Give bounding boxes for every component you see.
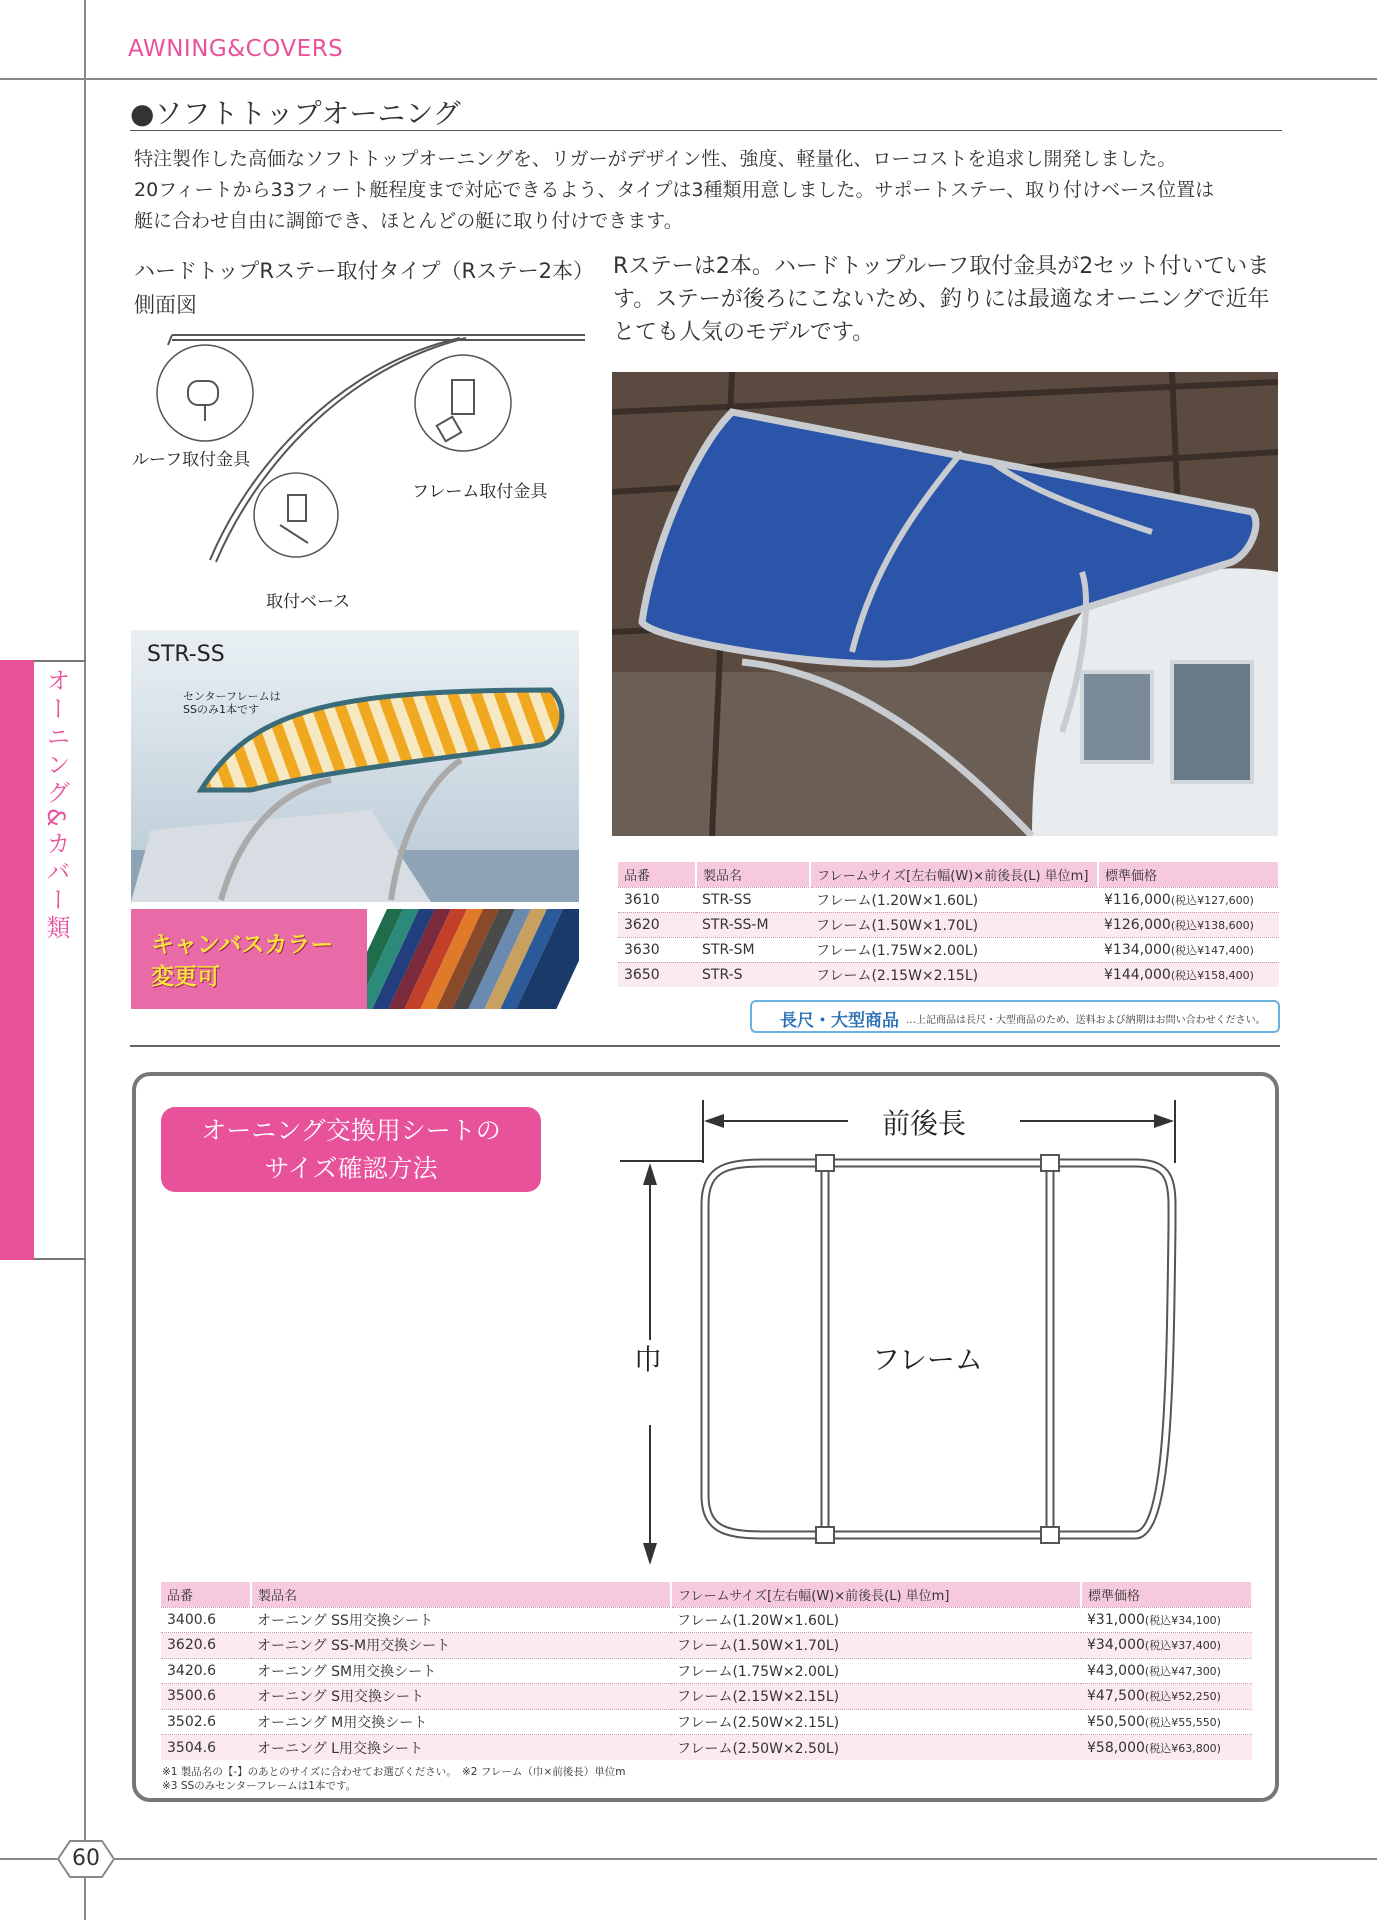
- col-header-price: 標準価格: [1098, 862, 1279, 887]
- price-value: ¥126,000: [1104, 916, 1171, 933]
- table-row: [161, 1607, 1252, 1633]
- cell-size: フレーム(1.20W×1.60L): [671, 1607, 1081, 1633]
- frame-fitting-label: フレーム取付金具: [412, 482, 548, 502]
- replacement-sheet-table: [161, 1582, 1253, 1760]
- side-view-label: 側面図: [134, 293, 197, 317]
- table-row: [618, 937, 1279, 962]
- page-number: 60: [72, 1846, 100, 1871]
- cell-code: 3420.6: [161, 1658, 251, 1684]
- side-view-drawing: [130, 325, 600, 625]
- price-value: ¥144,000: [1104, 966, 1171, 983]
- price-tax: (税込¥47,300): [1144, 1664, 1221, 1678]
- table-row: [161, 1658, 1252, 1684]
- cell-name: オーニング SM用交換シート: [251, 1658, 671, 1684]
- price-tax: (税込¥158,400): [1170, 968, 1254, 982]
- center-frame-note-line: センターフレームは: [183, 690, 281, 703]
- intro-text: [134, 144, 1274, 237]
- frame-size-drawing: [620, 1095, 1190, 1575]
- size-check-title-line: サイズ確認方法: [264, 1154, 438, 1183]
- price-value: ¥50,500: [1087, 1713, 1145, 1730]
- side-tab-label: オーニング&カバー類: [42, 668, 70, 943]
- cell-code: 3620.6: [161, 1633, 251, 1659]
- awning-price-table: [618, 862, 1280, 987]
- col-header-code: 品番: [161, 1582, 251, 1607]
- cell-name: オーニング SS用交換シート: [251, 1607, 671, 1633]
- price-value: ¥58,000: [1087, 1739, 1145, 1756]
- intro-line: 20フィートから33フィート艇程度まで対応できるよう、タイプは3種類用意しました。サポートステー、取り付けベース位置は: [134, 179, 1215, 201]
- price-tax: (税込¥55,550): [1144, 1715, 1221, 1729]
- cell-size: フレーム(1.20W×1.60L): [810, 887, 1098, 912]
- long-item-note: …上記商品は長尺・大型商品のため、送料および納期はお問い合わせください。: [906, 1015, 1266, 1026]
- cell-code: 3610: [618, 887, 696, 912]
- str-ss-photo: [131, 630, 579, 902]
- type-title: ハードトップRステー取付タイプ（Rステー2本）: [134, 259, 595, 283]
- cell-name: STR-SS-M: [696, 912, 810, 937]
- price-value: ¥47,500: [1087, 1688, 1145, 1705]
- main-awning-photo: [612, 372, 1278, 836]
- cell-name: オーニング L用交換シート: [251, 1735, 671, 1761]
- running-header: AWNING&COVERS: [128, 36, 344, 62]
- cell-code: 3400.6: [161, 1607, 251, 1633]
- cell-name: オーニング M用交換シート: [251, 1709, 671, 1735]
- frame-label: フレーム: [872, 1343, 983, 1376]
- cell-price: [1081, 1607, 1252, 1633]
- section-title: ●ソフトトップオーニング: [130, 97, 461, 130]
- base-label: 取付ベース: [266, 592, 351, 612]
- cell-name: オーニング SS-M用交換シート: [251, 1633, 671, 1659]
- price-value: ¥116,000: [1104, 891, 1171, 908]
- table-row: [161, 1709, 1252, 1735]
- section-rule: [130, 130, 1282, 131]
- cell-code: 3500.6: [161, 1684, 251, 1710]
- cell-size: フレーム(1.50W×1.70L): [671, 1633, 1081, 1659]
- cell-price: [1098, 962, 1279, 987]
- long-item-title: 長尺・大型商品: [780, 1011, 899, 1031]
- main-awning-photo-image: [612, 372, 1278, 836]
- canvas-color-banner: [131, 909, 579, 1009]
- footnotes: [162, 1765, 625, 1793]
- cell-code: 3620: [618, 912, 696, 937]
- price-value: ¥34,000: [1087, 1637, 1145, 1654]
- canvas-color-line: キャンバスカラー: [151, 932, 334, 958]
- cell-price: [1098, 912, 1279, 937]
- cell-size: フレーム(1.50W×1.70L): [810, 912, 1098, 937]
- cell-size: フレーム(1.75W×2.00L): [810, 937, 1098, 962]
- col-header-code: 品番: [618, 862, 696, 887]
- cell-price: [1081, 1709, 1252, 1735]
- cell-size: フレーム(1.75W×2.00L): [671, 1658, 1081, 1684]
- footnote-line: ※3 SSのみセンターフレームは1本です。: [162, 1780, 357, 1792]
- col-header-price: 標準価格: [1081, 1582, 1252, 1607]
- section-divider: [130, 1045, 1280, 1047]
- frame-size-diagram: [620, 1095, 1190, 1579]
- size-check-title-line: オーニング交換用シートの: [201, 1116, 501, 1145]
- intro-line: 特注製作した高価なソフトトップオーニングを、リガーがデザイン性、強度、軽量化、ローコストを追求し開発しました。: [134, 148, 1177, 170]
- price-tax: (税込¥63,800): [1144, 1741, 1221, 1755]
- cell-size: フレーム(2.15W×2.15L): [810, 962, 1098, 987]
- price-value: ¥31,000: [1087, 1611, 1145, 1628]
- cell-size: フレーム(2.15W×2.15L): [671, 1684, 1081, 1710]
- col-header-name: 製品名: [251, 1582, 671, 1607]
- intro-line: 艇に合わせ自由に調節でき、ほとんどの艇に取り付けできます。: [134, 210, 683, 232]
- cell-size: フレーム(2.50W×2.50L): [671, 1735, 1081, 1761]
- cell-code: 3650: [618, 962, 696, 987]
- cell-price: [1081, 1735, 1252, 1761]
- cell-name: STR-SM: [696, 937, 810, 962]
- cell-code: 3504.6: [161, 1735, 251, 1761]
- footer-rule: [0, 1858, 1377, 1860]
- long-item-notice: [750, 1000, 1280, 1033]
- price-value: ¥134,000: [1104, 941, 1171, 958]
- price-tax: (税込¥127,600): [1170, 893, 1254, 907]
- table-row: [161, 1684, 1252, 1710]
- price-value: ¥43,000: [1087, 1662, 1145, 1679]
- table-header-row: [161, 1582, 1252, 1607]
- cell-name: STR-S: [696, 962, 810, 987]
- width-label: 巾: [634, 1343, 663, 1376]
- header-rule: [0, 78, 1377, 80]
- col-header-size: フレームサイズ[左右幅(W)×前後長(L) 単位m]: [671, 1582, 1081, 1607]
- footnote-line: ※1 製品名の【-】のあとのサイズに合わせてお選びください。 ※2 フレーム（巾×前後長）単位m: [162, 1766, 626, 1778]
- center-frame-note-line: SSのみ1本です: [183, 703, 259, 716]
- col-header-name: 製品名: [696, 862, 810, 887]
- canvas-color-line: 変更可: [151, 964, 220, 990]
- table-header-row: [618, 862, 1279, 887]
- cell-price: [1081, 1684, 1252, 1710]
- roof-fitting-label: ルーフ取付金具: [132, 450, 251, 470]
- cell-price: [1098, 937, 1279, 962]
- table-row: [161, 1633, 1252, 1659]
- price-tax: (税込¥37,400): [1144, 1639, 1221, 1653]
- price-tax: (税込¥34,100): [1144, 1613, 1221, 1627]
- price-tax: (税込¥52,250): [1144, 1690, 1221, 1704]
- size-check-title: [161, 1107, 541, 1192]
- length-label: 前後長: [882, 1107, 967, 1140]
- side-view-diagram: [130, 325, 600, 629]
- center-frame-note: [183, 690, 281, 716]
- cell-size: フレーム(2.50W×2.15L): [671, 1709, 1081, 1735]
- cell-price: [1081, 1633, 1252, 1659]
- str-ss-label: STR-SS: [147, 642, 225, 667]
- price-tax: (税込¥147,400): [1170, 943, 1254, 957]
- cell-name: STR-SS: [696, 887, 810, 912]
- str-ss-photo-image: [131, 630, 579, 902]
- side-tab-bar: [0, 660, 34, 1260]
- cell-price: [1098, 887, 1279, 912]
- canvas-color-text: [151, 929, 333, 993]
- type-description: Rステーは2本。ハードトップルーフ取付金具が2セット付いています。ステーが後ろにこないため、釣りには最適なオーニングで近年とても人気のモデルです。: [613, 254, 1270, 345]
- table-row: [161, 1735, 1252, 1761]
- table-row: [618, 962, 1279, 987]
- cell-code: 3502.6: [161, 1709, 251, 1735]
- price-tax: (税込¥138,600): [1170, 918, 1254, 932]
- cell-name: オーニング S用交換シート: [251, 1684, 671, 1710]
- color-swatches-image: [367, 909, 579, 1009]
- cell-code: 3630: [618, 937, 696, 962]
- table-row: [618, 912, 1279, 937]
- table-row: [618, 887, 1279, 912]
- cell-price: [1081, 1658, 1252, 1684]
- col-header-size: フレームサイズ[左右幅(W)×前後長(L) 単位m]: [810, 862, 1098, 887]
